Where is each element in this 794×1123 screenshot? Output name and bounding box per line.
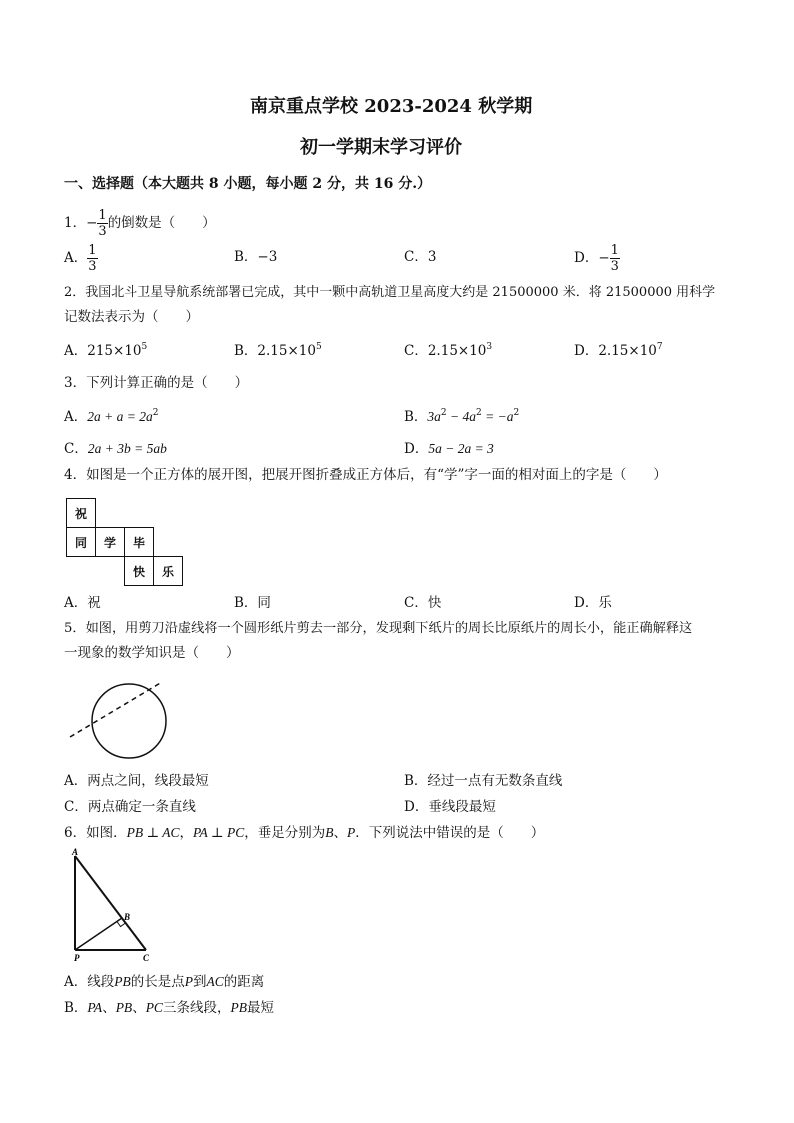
question-6-stem: 6．如图．PB ⊥ AC，PA ⊥ PC，垂足分别为B、P．下列说法中错误的是（ ） xyxy=(64,825,545,841)
q5-option-c[interactable]: C．两点确定一条直线 xyxy=(64,799,196,815)
circle-cut-figure xyxy=(64,676,174,766)
label-b: B xyxy=(124,912,131,922)
section-heading: 一、选择题（本大题共 8 小题，每小题 2 分，共 16 分.） xyxy=(64,176,432,192)
q1-option-c[interactable]: C．3 xyxy=(404,249,437,265)
q3-option-b[interactable]: B．$3a^2 - 4a^2 = -a^2$ xyxy=(404,408,520,425)
q6-option-b[interactable]: B．PA、PB、PC三条线段，PB最短 xyxy=(64,1000,274,1016)
q1-option-a[interactable]: A． $\frac{1}{3}$ xyxy=(64,243,97,274)
net-cell: 学 xyxy=(95,527,125,557)
q4-option-b[interactable]: B．同 xyxy=(234,595,271,611)
q1-option-d[interactable]: D．− $\frac{1}{3}$ xyxy=(574,243,619,274)
net-cell: 同 xyxy=(66,527,96,557)
q6-option-a[interactable]: A．线段PB的长是点P到AC的距离 xyxy=(64,974,265,990)
q2-option-d[interactable]: D．$2.15\times 10^7$ xyxy=(574,342,663,359)
net-cell: 祝 xyxy=(66,498,96,528)
dashed-cut-line xyxy=(70,682,162,737)
q5-option-d[interactable]: D．垂线段最短 xyxy=(404,799,496,815)
net-cell: 毕 xyxy=(124,527,154,557)
q4-option-d[interactable]: D．乐 xyxy=(574,595,612,611)
question-2-line2: 记数法表示为（ ） xyxy=(64,309,199,325)
question-5-line1: 5．如图，用剪刀沿虚线将一个圆形纸片剪去一部分，发现剩下纸片的周长比原纸片的周长小，能正确解释这 xyxy=(64,621,693,636)
paper-circle xyxy=(92,684,166,758)
question-1-stem xyxy=(64,203,216,243)
label-c: C xyxy=(143,953,150,963)
question-5-line2: 一现象的数学知识是（ ） xyxy=(64,645,240,661)
q3-option-a[interactable]: A．$2a + a = 2a^2$ xyxy=(64,408,159,425)
question-4-stem: 4．如图是一个正方体的展开图，把展开图折叠成正方体后，有“学”字一面的相对面上的字是（ ） xyxy=(64,467,667,483)
page-title: 南京重点学校 2023-2024 秋学期 xyxy=(250,96,533,117)
negative-sign: − xyxy=(86,215,98,231)
q3-option-c[interactable]: C．2a + 3b = 5ab xyxy=(64,441,167,457)
q1-option-b[interactable]: B．−3 xyxy=(234,249,278,265)
q5-option-b[interactable]: B．经过一点有无数条直线 xyxy=(404,773,563,789)
q4-option-c[interactable]: C．快 xyxy=(404,595,442,611)
segment-ac xyxy=(75,856,146,950)
fraction: $\frac{1}{3}$ xyxy=(610,243,619,274)
q2-option-a[interactable]: A．$215\times 10^5$ xyxy=(64,342,148,359)
page-subtitle: 初一学期末学习评价 xyxy=(300,137,462,158)
triangle-figure xyxy=(64,846,164,966)
question-number: 1． xyxy=(64,215,87,231)
cube-net-figure xyxy=(64,494,194,584)
net-cell: 乐 xyxy=(153,556,183,586)
q3-option-d[interactable]: D．5a − 2a = 3 xyxy=(404,441,494,457)
net-cell: 快 xyxy=(124,556,154,586)
fraction: $\frac{1}{3}$ xyxy=(88,243,97,274)
q2-option-c[interactable]: C．$2.15\times 10^3$ xyxy=(404,342,493,359)
q2-option-b[interactable]: B．$2.15\times 10^5$ xyxy=(234,342,322,359)
fraction: $\frac{1}{3}$ xyxy=(98,208,107,239)
segment-pb xyxy=(75,918,122,950)
question-3-stem: 3．下列计算正确的是（ ） xyxy=(64,375,249,391)
label-a: A xyxy=(72,847,79,857)
q4-option-a[interactable]: A．祝 xyxy=(64,595,101,611)
label-p: P xyxy=(74,953,80,963)
question-2-line1: 2．我国北斗卫星导航系统部署已完成，其中一颗中高轨道卫星高度大约是 21500000 米．将 21500000 用科学 xyxy=(64,285,716,300)
stem-text: 的倒数是（ ） xyxy=(107,215,216,231)
q5-option-a[interactable]: A．两点之间，线段最短 xyxy=(64,773,209,789)
